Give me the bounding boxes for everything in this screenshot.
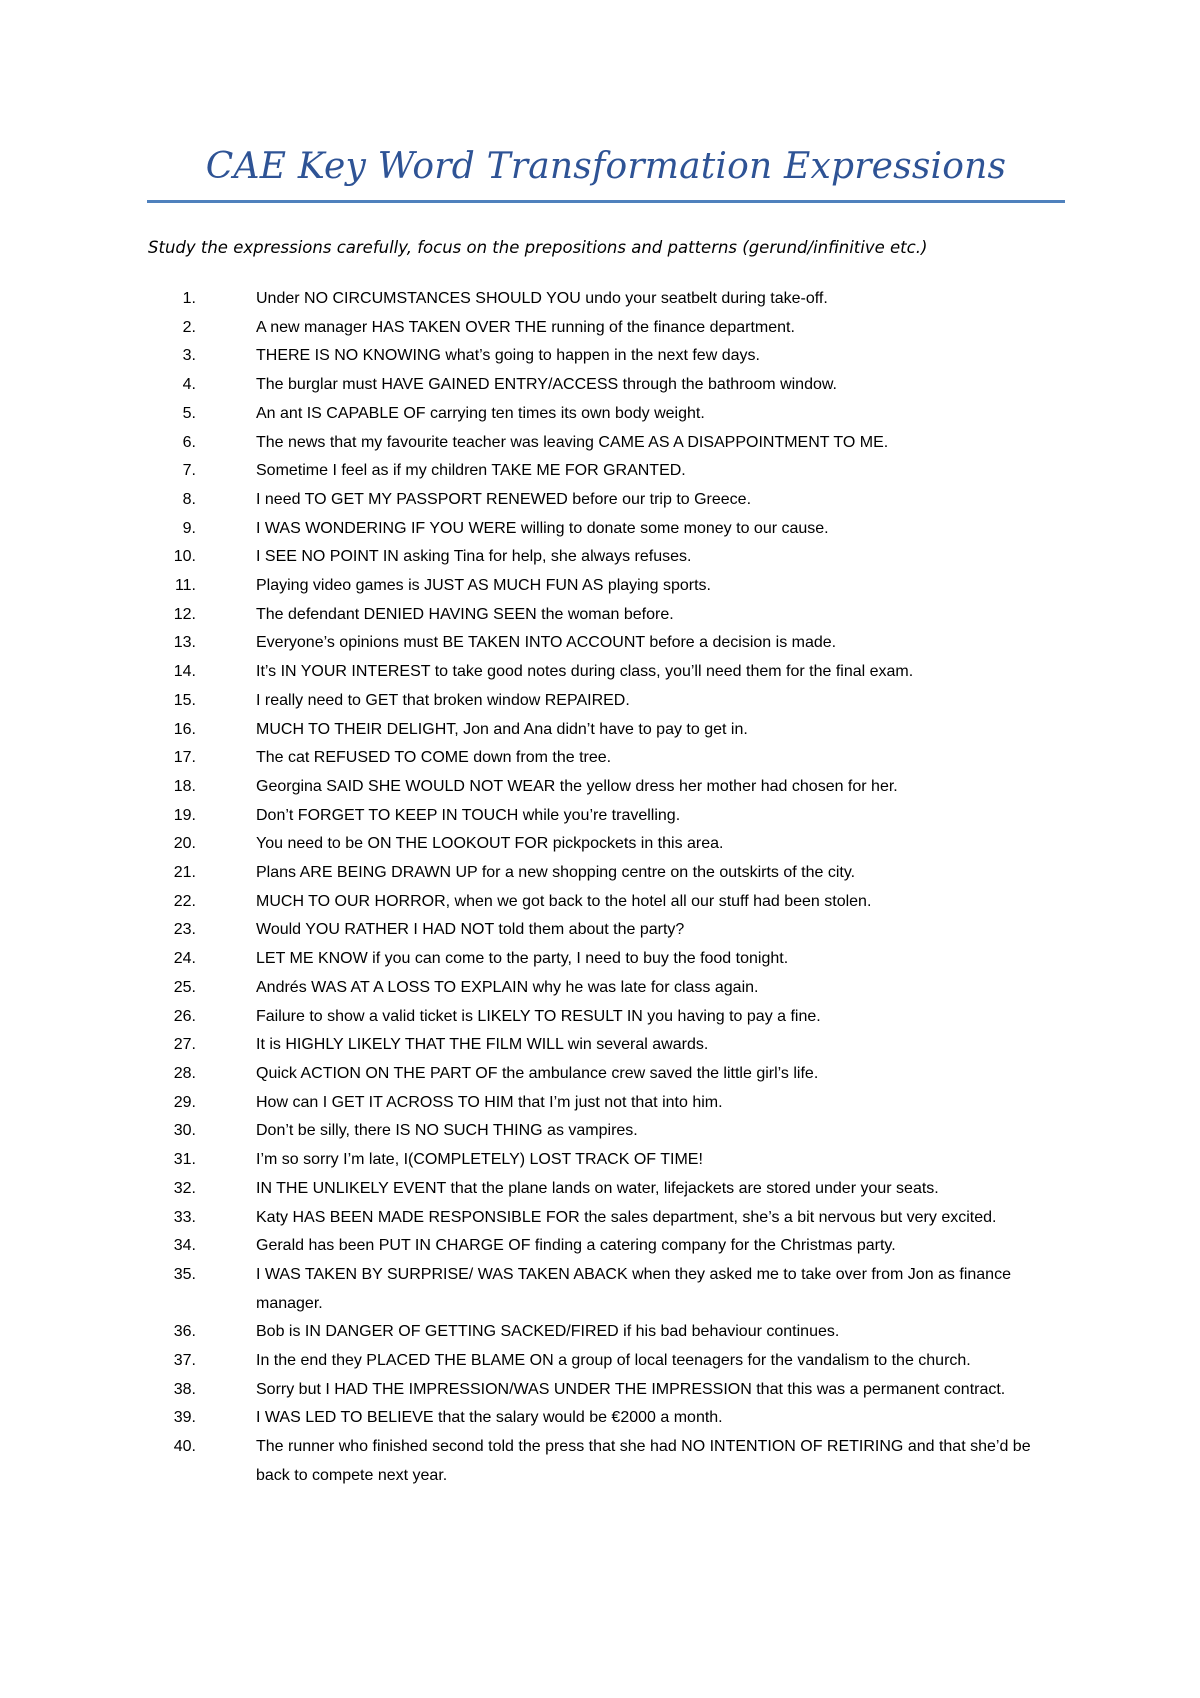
item-text: Plans ARE BEING DRAWN UP for a new shopping centre on the outskirts of the city. (256, 864, 856, 882)
item-number: 21. (173, 864, 196, 882)
item-number: 32. (173, 1179, 196, 1197)
list-item (148, 400, 1068, 429)
item-text: Would YOU RATHER I HAD NOT told them about the party? (256, 921, 685, 939)
item-text: An ant IS CAPABLE OF carrying ten times its own body weight. (256, 404, 705, 422)
item-number: 23. (173, 921, 196, 939)
list-item (148, 1175, 1068, 1204)
item-number: 1. (182, 290, 196, 307)
item-text: Playing video games is JUST AS MUCH FUN AS playing sports. (256, 577, 711, 595)
list-item (148, 629, 1068, 658)
item-text: I WAS LED TO BELIEVE that the salary would be €2000 a month. (256, 1409, 723, 1427)
item-number: 25. (173, 978, 196, 996)
item-number: 26. (173, 1007, 196, 1025)
list-item (148, 658, 1068, 687)
item-text: I need TO GET MY PASSPORT RENEWED before our trip to Greece. (256, 490, 752, 508)
list-item (148, 1433, 1068, 1490)
item-text: A new manager HAS TAKEN OVER THE running of the finance department. (256, 318, 795, 336)
item-text: Bob is IN DANGER OF GETTING SACKED/FIRED if his bad behaviour continues. (256, 1323, 840, 1341)
item-text: IN THE UNLIKELY EVENT that the plane lands on water, lifejackets are stored under your seats. (256, 1179, 939, 1197)
item-number: 29. (173, 1093, 196, 1111)
item-number: 7. (182, 462, 196, 480)
item-number: 10. (173, 548, 196, 566)
item-text: Don’t be silly, there IS NO SUCH THING as vampires. (256, 1122, 638, 1140)
item-text: I WAS WONDERING IF YOU WERE willing to donate some money to our cause. (256, 519, 829, 537)
item-text: Gerald has been PUT IN CHARGE OF finding a catering company for the Christmas party. (256, 1237, 896, 1255)
item-number: 40. (173, 1438, 196, 1456)
item-text: Katy HAS BEEN MADE RESPONSIBLE FOR the sales department, she’s a bit nervous but very excited. (256, 1208, 997, 1226)
item-number: 17. (173, 749, 196, 767)
item-text: The runner who finished second told the press that she had NO INTENTION OF RETIRING and that she’d be back to compete next year. (256, 1438, 1031, 1484)
page-title: CAE Key Word Transformation Expressions (205, 146, 1007, 187)
item-text: THERE IS NO KNOWING what’s going to happen in the next few days. (256, 347, 760, 365)
list-item (148, 314, 1068, 343)
item-number: 31. (173, 1151, 196, 1169)
list-item (148, 916, 1068, 945)
item-text: Everyone’s opinions must BE TAKEN INTO ACCOUNT before a decision is made. (256, 634, 837, 652)
item-text: The defendant DENIED HAVING SEEN the woman before. (256, 605, 674, 623)
list-item (148, 429, 1068, 458)
item-text: The cat REFUSED TO COME down from the tree. (256, 749, 612, 767)
item-text: Don’t FORGET TO KEEP IN TOUCH while you’re travelling. (256, 806, 681, 824)
list-item (148, 1003, 1068, 1032)
item-text: In the end they PLACED THE BLAME ON a group of local teenagers for the vandalism to the church. (256, 1352, 971, 1370)
item-number: 33. (173, 1208, 196, 1226)
item-number: 20. (173, 835, 196, 853)
item-text: It’s IN YOUR INTEREST to take good notes during class, you’ll need them for the final exam. (256, 663, 914, 681)
item-number: 18. (173, 777, 196, 795)
item-number: 22. (173, 892, 196, 910)
list-item (148, 457, 1068, 486)
item-number: 35. (173, 1265, 196, 1283)
list-item (148, 1261, 1068, 1318)
list-item (148, 371, 1068, 400)
item-text: I WAS TAKEN BY SURPRISE/ WAS TAKEN ABACK when they asked me to take over from Jon as finance manager. (256, 1265, 1011, 1312)
list-item (148, 601, 1068, 630)
item-number: 4. (182, 376, 196, 394)
list-item (148, 830, 1068, 859)
item-text: I’m so sorry I’m late, I(COMPLETELY) LOST TRACK OF TIME! (256, 1151, 703, 1169)
list-item (148, 1089, 1068, 1118)
item-number: 28. (173, 1064, 196, 1082)
list-item (148, 859, 1068, 888)
item-text: The news that my favourite teacher was leaving CAME AS A DISAPPOINTMENT TO ME. (256, 433, 889, 451)
item-number: 6. (182, 433, 196, 451)
list-item (148, 1318, 1068, 1347)
item-number: 8. (182, 490, 196, 508)
item-number: 37. (173, 1352, 196, 1370)
item-number: 5. (182, 404, 196, 422)
list-item (148, 1376, 1068, 1405)
list-item (148, 716, 1068, 745)
item-number: 9. (182, 519, 196, 537)
item-text: Under NO CIRCUMSTANCES SHOULD YOU undo your seatbelt during take-off. (256, 290, 828, 307)
list-item (148, 687, 1068, 716)
item-number: 36. (173, 1323, 196, 1341)
list-item (148, 1404, 1068, 1433)
list-item (148, 486, 1068, 515)
list-item (148, 1146, 1068, 1175)
item-number: 3. (182, 347, 196, 365)
list-item (148, 974, 1068, 1003)
item-text: I SEE NO POINT IN asking Tina for help, she always refuses. (256, 548, 692, 566)
expressions-list (148, 285, 1068, 1491)
item-text: Andrés WAS AT A LOSS TO EXPLAIN why he was late for class again. (256, 978, 759, 996)
list-item (148, 1031, 1068, 1060)
list-item (148, 945, 1068, 974)
item-text: Quick ACTION ON THE PART OF the ambulance crew saved the little girl’s life. (256, 1064, 819, 1082)
item-number: 2. (182, 318, 196, 336)
item-text: LET ME KNOW if you can come to the party, I need to buy the food tonight. (256, 950, 789, 968)
item-text: MUCH TO THEIR DELIGHT, Jon and Ana didn’t have to pay to get in. (256, 720, 748, 738)
list-item (148, 773, 1068, 802)
item-number: 13. (173, 634, 196, 652)
list-item (148, 888, 1068, 917)
instructions-text: Study the expressions carefully, focus on the prepositions and patterns (gerund/infinitive etc.) (148, 238, 928, 257)
item-text: Failure to show a valid ticket is LIKELY TO RESULT IN you having to pay a fine. (256, 1007, 821, 1025)
item-number: 14. (173, 663, 196, 681)
list-item (148, 342, 1068, 371)
list-item (148, 1204, 1068, 1233)
list-item (148, 744, 1068, 773)
list-item (148, 1232, 1068, 1261)
list-item (148, 1117, 1068, 1146)
item-number: 39. (173, 1409, 196, 1427)
item-number: 19. (173, 806, 196, 824)
item-text: The burglar must HAVE GAINED ENTRY/ACCESS through the bathroom window. (256, 376, 837, 394)
item-number: 30. (173, 1122, 196, 1140)
item-number: 24. (173, 950, 196, 968)
item-number: 34. (173, 1237, 196, 1255)
item-number: 27. (173, 1036, 196, 1054)
list-item (148, 285, 1068, 314)
item-text: It is HIGHLY LIKELY THAT THE FILM WILL win several awards. (256, 1036, 709, 1054)
list-item (148, 802, 1068, 831)
list-item (148, 1060, 1068, 1089)
item-number: 16. (173, 720, 196, 738)
list-item (148, 572, 1068, 601)
item-text: Georgina SAID SHE WOULD NOT WEAR the yellow dress her mother had chosen for her. (256, 777, 898, 795)
list-item (148, 515, 1068, 544)
item-text: Sometime I feel as if my children TAKE ME FOR GRANTED. (256, 462, 686, 480)
item-text: Sorry but I HAD THE IMPRESSION/WAS UNDER THE IMPRESSION that this was a permanent contract. (256, 1380, 1006, 1398)
title-underline (147, 200, 1065, 203)
item-text: How can I GET IT ACROSS TO HIM that I’m just not that into him. (256, 1093, 723, 1111)
item-number: 15. (173, 691, 196, 709)
item-number: 11. (174, 577, 196, 595)
item-text: MUCH TO OUR HORROR, when we got back to the hotel all our stuff had been stolen. (256, 892, 872, 910)
item-number: 38. (173, 1380, 196, 1398)
item-text: I really need to GET that broken window REPAIRED. (256, 691, 630, 709)
item-text: You need to be ON THE LOOKOUT FOR pickpockets in this area. (256, 835, 724, 853)
item-number: 12. (173, 605, 196, 623)
list-item (148, 1347, 1068, 1376)
list-item (148, 543, 1068, 572)
